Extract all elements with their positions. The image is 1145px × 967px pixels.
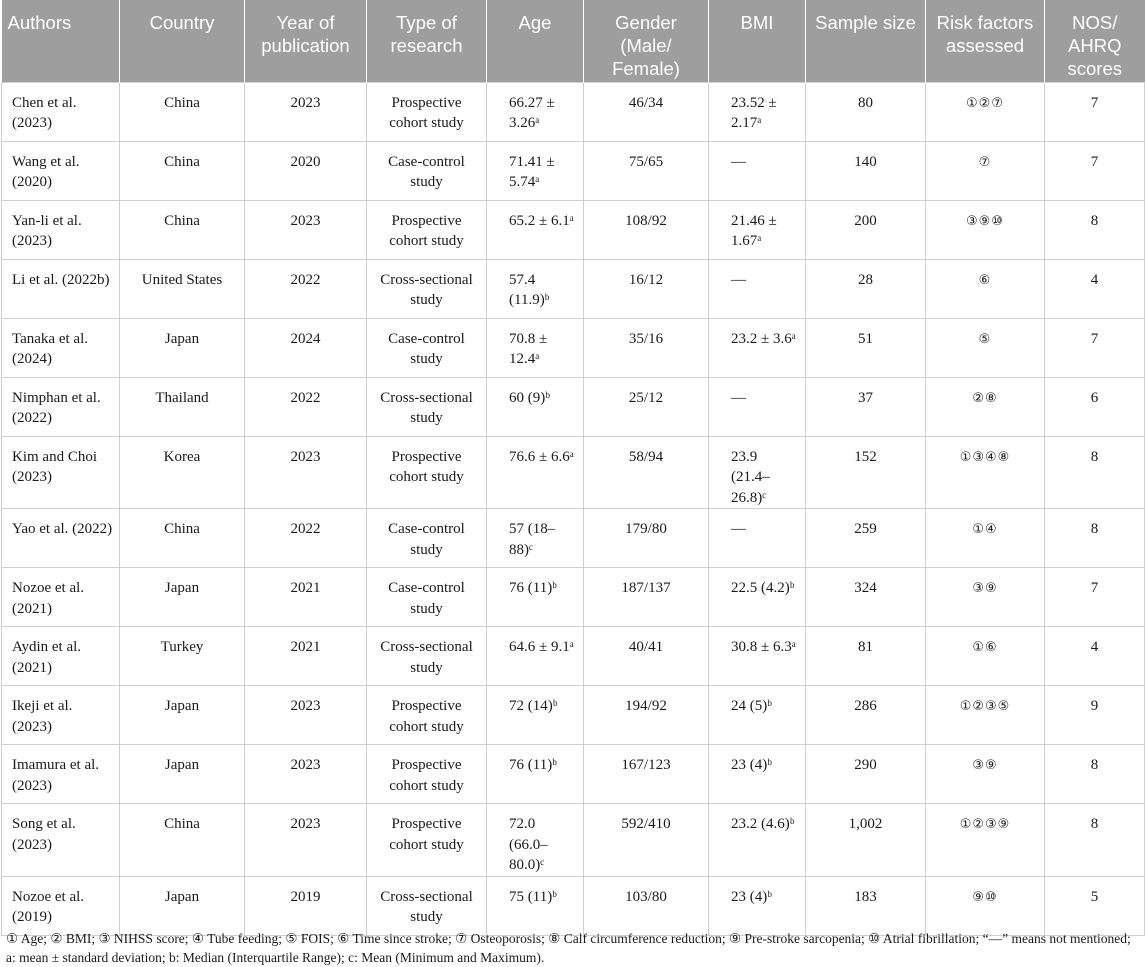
cell-sample-size: 80 — [806, 82, 926, 141]
cell-gender: 16/12 — [584, 259, 709, 318]
studies-table — [1, 0, 1145, 936]
cell-sample-size: 37 — [806, 377, 926, 436]
cell-risk-factors — [926, 377, 1045, 436]
cell-risk-factors — [926, 318, 1045, 377]
cell-age: 72.0 (66.0–80.0)ᶜ — [487, 804, 584, 877]
cell-gender: 25/12 — [584, 377, 709, 436]
header-year: Year of publication — [245, 0, 367, 82]
cell-sample-size: 28 — [806, 259, 926, 318]
cell-score: 7 — [1045, 141, 1145, 200]
cell-bmi: 30.8 ± 6.3ᵃ — [709, 627, 806, 686]
cell-sample-size: 140 — [806, 141, 926, 200]
cell-age: 60 (9)ᵇ — [487, 377, 584, 436]
cell-gender: 179/80 — [584, 509, 709, 568]
header-sample-size: Sample size — [806, 0, 926, 82]
cell-authors: Tanaka et al. (2024) — [2, 318, 120, 377]
cell-bmi: 22.5 (4.2)ᵇ — [709, 568, 806, 627]
cell-sample-size: 286 — [806, 686, 926, 745]
risk-factor-markers: ③⑨ — [972, 758, 998, 773]
header-risk-factors: Risk factors assessed — [926, 0, 1045, 82]
cell-country: Japan — [120, 568, 245, 627]
cell-authors: Aydin et al. (2021) — [2, 627, 120, 686]
cell-age: 75 (11)ᵇ — [487, 876, 584, 935]
cell-age: 76 (11)ᵇ — [487, 745, 584, 804]
cell-bmi: 23.2 ± 3.6ᵃ — [709, 318, 806, 377]
cell-risk-factors — [926, 568, 1045, 627]
cell-gender: 592/410 — [584, 804, 709, 877]
cell-age: 76 (11)ᵇ — [487, 568, 584, 627]
cell-year: 2023 — [245, 200, 367, 259]
cell-bmi: 23 (4)ᵇ — [709, 745, 806, 804]
risk-factor-markers: ②⑧ — [972, 390, 998, 406]
cell-year: 2023 — [245, 804, 367, 877]
cell-authors: Chen et al. (2023) — [2, 82, 120, 141]
cell-bmi: 23.9 (21.4–26.8)ᶜ — [709, 436, 806, 509]
cell-sample-size: 183 — [806, 876, 926, 935]
cell-gender: 187/137 — [584, 568, 709, 627]
cell-year: 2023 — [245, 745, 367, 804]
cell-research-type: Case-control study — [367, 509, 487, 568]
cell-risk-factors — [926, 745, 1045, 804]
cell-year: 2022 — [245, 259, 367, 318]
cell-authors: Imamura et al. (2023) — [2, 745, 120, 804]
cell-year: 2023 — [245, 686, 367, 745]
cell-year: 2021 — [245, 627, 367, 686]
cell-age: 72 (14)ᵇ — [487, 686, 584, 745]
cell-age: 71.41 ± 5.74ᵃ — [487, 141, 584, 200]
risk-factor-markers: ⑨⑩ — [972, 889, 998, 905]
table-row — [2, 436, 1145, 509]
cell-country: China — [120, 509, 245, 568]
cell-gender: 108/92 — [584, 200, 709, 259]
cell-score: 4 — [1045, 259, 1145, 318]
cell-sample-size: 152 — [806, 436, 926, 509]
risk-factor-markers: ①③④⑧ — [959, 449, 1011, 465]
cell-year: 2022 — [245, 509, 367, 568]
table-footnote: ① Age; ② BMI; ③ NIHSS score; ④ Tube feeding; ⑤ FOIS; ⑥ Time since stroke; ⑦ Osteoporosis; ⑧ Calf circumference reduction; ⑨ Pre-stroke sarcopenia; ⑩ Atrial fibrillation; “—” means not mentioned; a: mean ± standard deviation; b: Median (Interquartile Range); c: Mean (Minimum and Maximum). — [6, 931, 1131, 965]
cell-country: Japan — [120, 318, 245, 377]
cell-research-type: Prospective cohort study — [367, 82, 487, 141]
header-authors: Authors — [2, 0, 120, 82]
cell-bmi: — — [709, 259, 806, 318]
risk-factor-markers: ①②③⑤ — [959, 699, 1011, 714]
table-row — [2, 876, 1145, 935]
table-row — [2, 568, 1145, 627]
header-country: Country — [120, 0, 245, 82]
cell-bmi: 21.46 ± 1.67ᵃ — [709, 200, 806, 259]
table-row — [2, 259, 1145, 318]
cell-research-type: Prospective cohort study — [367, 804, 487, 877]
cell-bmi: — — [709, 141, 806, 200]
table-row — [2, 745, 1145, 804]
cell-age: 70.8 ± 12.4ᵃ — [487, 318, 584, 377]
cell-country: United States — [120, 259, 245, 318]
cell-research-type: Cross-sectional study — [367, 876, 487, 935]
cell-bmi: — — [709, 377, 806, 436]
cell-gender: 167/123 — [584, 745, 709, 804]
table-row — [2, 627, 1145, 686]
cell-score: 9 — [1045, 686, 1145, 745]
cell-gender: 46/34 — [584, 82, 709, 141]
cell-gender: 58/94 — [584, 436, 709, 509]
risk-factor-markers: ①④ — [972, 522, 998, 537]
cell-country: Japan — [120, 876, 245, 935]
cell-authors: Wang et al. (2020) — [2, 141, 120, 200]
cell-research-type: Prospective cohort study — [367, 686, 487, 745]
cell-research-type: Case-control study — [367, 568, 487, 627]
cell-authors: Yan-li et al. (2023) — [2, 200, 120, 259]
cell-score: 8 — [1045, 804, 1145, 877]
cell-country: China — [120, 804, 245, 877]
table-row — [2, 804, 1145, 877]
risk-factor-markers: ⑦ — [978, 154, 992, 170]
cell-score: 7 — [1045, 82, 1145, 141]
cell-research-type: Cross-sectional study — [367, 627, 487, 686]
cell-authors: Ikeji et al. (2023) — [2, 686, 120, 745]
risk-factor-markers: ③⑨⑩ — [966, 213, 1004, 229]
header-score: NOS/ AHRQ scores — [1045, 0, 1145, 82]
header-bmi: BMI — [709, 0, 806, 82]
cell-authors: Nozoe et al. (2019) — [2, 876, 120, 935]
cell-score: 4 — [1045, 627, 1145, 686]
cell-risk-factors — [926, 141, 1045, 200]
cell-age: 57 (18–88)ᶜ — [487, 509, 584, 568]
cell-score: 7 — [1045, 318, 1145, 377]
table-row — [2, 82, 1145, 141]
cell-bmi: 23.52 ± 2.17ᵃ — [709, 82, 806, 141]
risk-factor-markers: ⑤ — [978, 331, 992, 347]
cell-sample-size: 81 — [806, 627, 926, 686]
cell-authors: Kim and Choi (2023) — [2, 436, 120, 509]
table-row — [2, 509, 1145, 568]
cell-risk-factors — [926, 259, 1045, 318]
cell-year: 2021 — [245, 568, 367, 627]
cell-risk-factors — [926, 436, 1045, 509]
cell-country: Thailand — [120, 377, 245, 436]
cell-gender: 40/41 — [584, 627, 709, 686]
cell-bmi: 24 (5)ᵇ — [709, 686, 806, 745]
cell-year: 2019 — [245, 876, 367, 935]
cell-risk-factors — [926, 804, 1045, 877]
risk-factor-markers: ①⑥ — [972, 640, 998, 655]
cell-gender: 35/16 — [584, 318, 709, 377]
cell-sample-size: 324 — [806, 568, 926, 627]
cell-risk-factors — [926, 876, 1045, 935]
cell-research-type: Cross-sectional study — [367, 377, 487, 436]
cell-sample-size: 51 — [806, 318, 926, 377]
cell-risk-factors — [926, 200, 1045, 259]
cell-authors: Li et al. (2022b) — [2, 259, 120, 318]
header-gender: Gender (Male/ Female) — [584, 0, 709, 82]
cell-score: 8 — [1045, 509, 1145, 568]
cell-country: Japan — [120, 686, 245, 745]
risk-factor-markers: ⑥ — [978, 272, 992, 288]
cell-research-type: Cross-sectional study — [367, 259, 487, 318]
cell-risk-factors — [926, 686, 1045, 745]
cell-research-type: Prospective cohort study — [367, 745, 487, 804]
cell-score: 6 — [1045, 377, 1145, 436]
cell-gender: 194/92 — [584, 686, 709, 745]
cell-authors: Song et al. (2023) — [2, 804, 120, 877]
cell-research-type: Prospective cohort study — [367, 200, 487, 259]
risk-factor-markers: ①②⑦ — [966, 95, 1004, 111]
header-age: Age — [487, 0, 584, 82]
cell-age: 65.2 ± 6.1ᵃ — [487, 200, 584, 259]
cell-country: China — [120, 200, 245, 259]
cell-age: 57.4 (11.9)ᵇ — [487, 259, 584, 318]
cell-country: China — [120, 141, 245, 200]
cell-authors: Yao et al. (2022) — [2, 509, 120, 568]
cell-year: 2022 — [245, 377, 367, 436]
cell-bmi: — — [709, 509, 806, 568]
risk-factor-markers: ①②③⑨ — [959, 817, 1011, 832]
cell-authors: Nimphan et al. (2022) — [2, 377, 120, 436]
cell-bmi: 23 (4)ᵇ — [709, 876, 806, 935]
cell-country: China — [120, 82, 245, 141]
cell-age: 64.6 ± 9.1ᵃ — [487, 627, 584, 686]
cell-bmi: 23.2 (4.6)ᵇ — [709, 804, 806, 877]
table-row — [2, 686, 1145, 745]
table-row — [2, 200, 1145, 259]
cell-score: 8 — [1045, 436, 1145, 509]
table-row — [2, 377, 1145, 436]
cell-sample-size: 200 — [806, 200, 926, 259]
table-body — [2, 82, 1145, 935]
table-row — [2, 318, 1145, 377]
header-row — [2, 0, 1145, 82]
cell-score: 8 — [1045, 200, 1145, 259]
cell-year: 2023 — [245, 82, 367, 141]
cell-gender: 103/80 — [584, 876, 709, 935]
cell-risk-factors — [926, 82, 1045, 141]
risk-factor-markers: ③⑨ — [972, 581, 998, 596]
cell-country: Japan — [120, 745, 245, 804]
cell-country: Korea — [120, 436, 245, 509]
table-row — [2, 141, 1145, 200]
cell-score: 8 — [1045, 745, 1145, 804]
header-research-type: Type of research — [367, 0, 487, 82]
cell-age: 66.27 ± 3.26ᵃ — [487, 82, 584, 141]
cell-score: 5 — [1045, 876, 1145, 935]
cell-authors: Nozoe et al. (2021) — [2, 568, 120, 627]
cell-country: Turkey — [120, 627, 245, 686]
cell-research-type: Case-control study — [367, 318, 487, 377]
cell-sample-size: 259 — [806, 509, 926, 568]
cell-sample-size: 1,002 — [806, 804, 926, 877]
cell-gender: 75/65 — [584, 141, 709, 200]
cell-score: 7 — [1045, 568, 1145, 627]
cell-year: 2024 — [245, 318, 367, 377]
cell-risk-factors — [926, 627, 1045, 686]
cell-risk-factors — [926, 509, 1045, 568]
cell-year: 2023 — [245, 436, 367, 509]
cell-research-type: Prospective cohort study — [367, 436, 487, 509]
cell-sample-size: 290 — [806, 745, 926, 804]
cell-research-type: Case-control study — [367, 141, 487, 200]
cell-age: 76.6 ± 6.6ᵃ — [487, 436, 584, 509]
cell-year: 2020 — [245, 141, 367, 200]
